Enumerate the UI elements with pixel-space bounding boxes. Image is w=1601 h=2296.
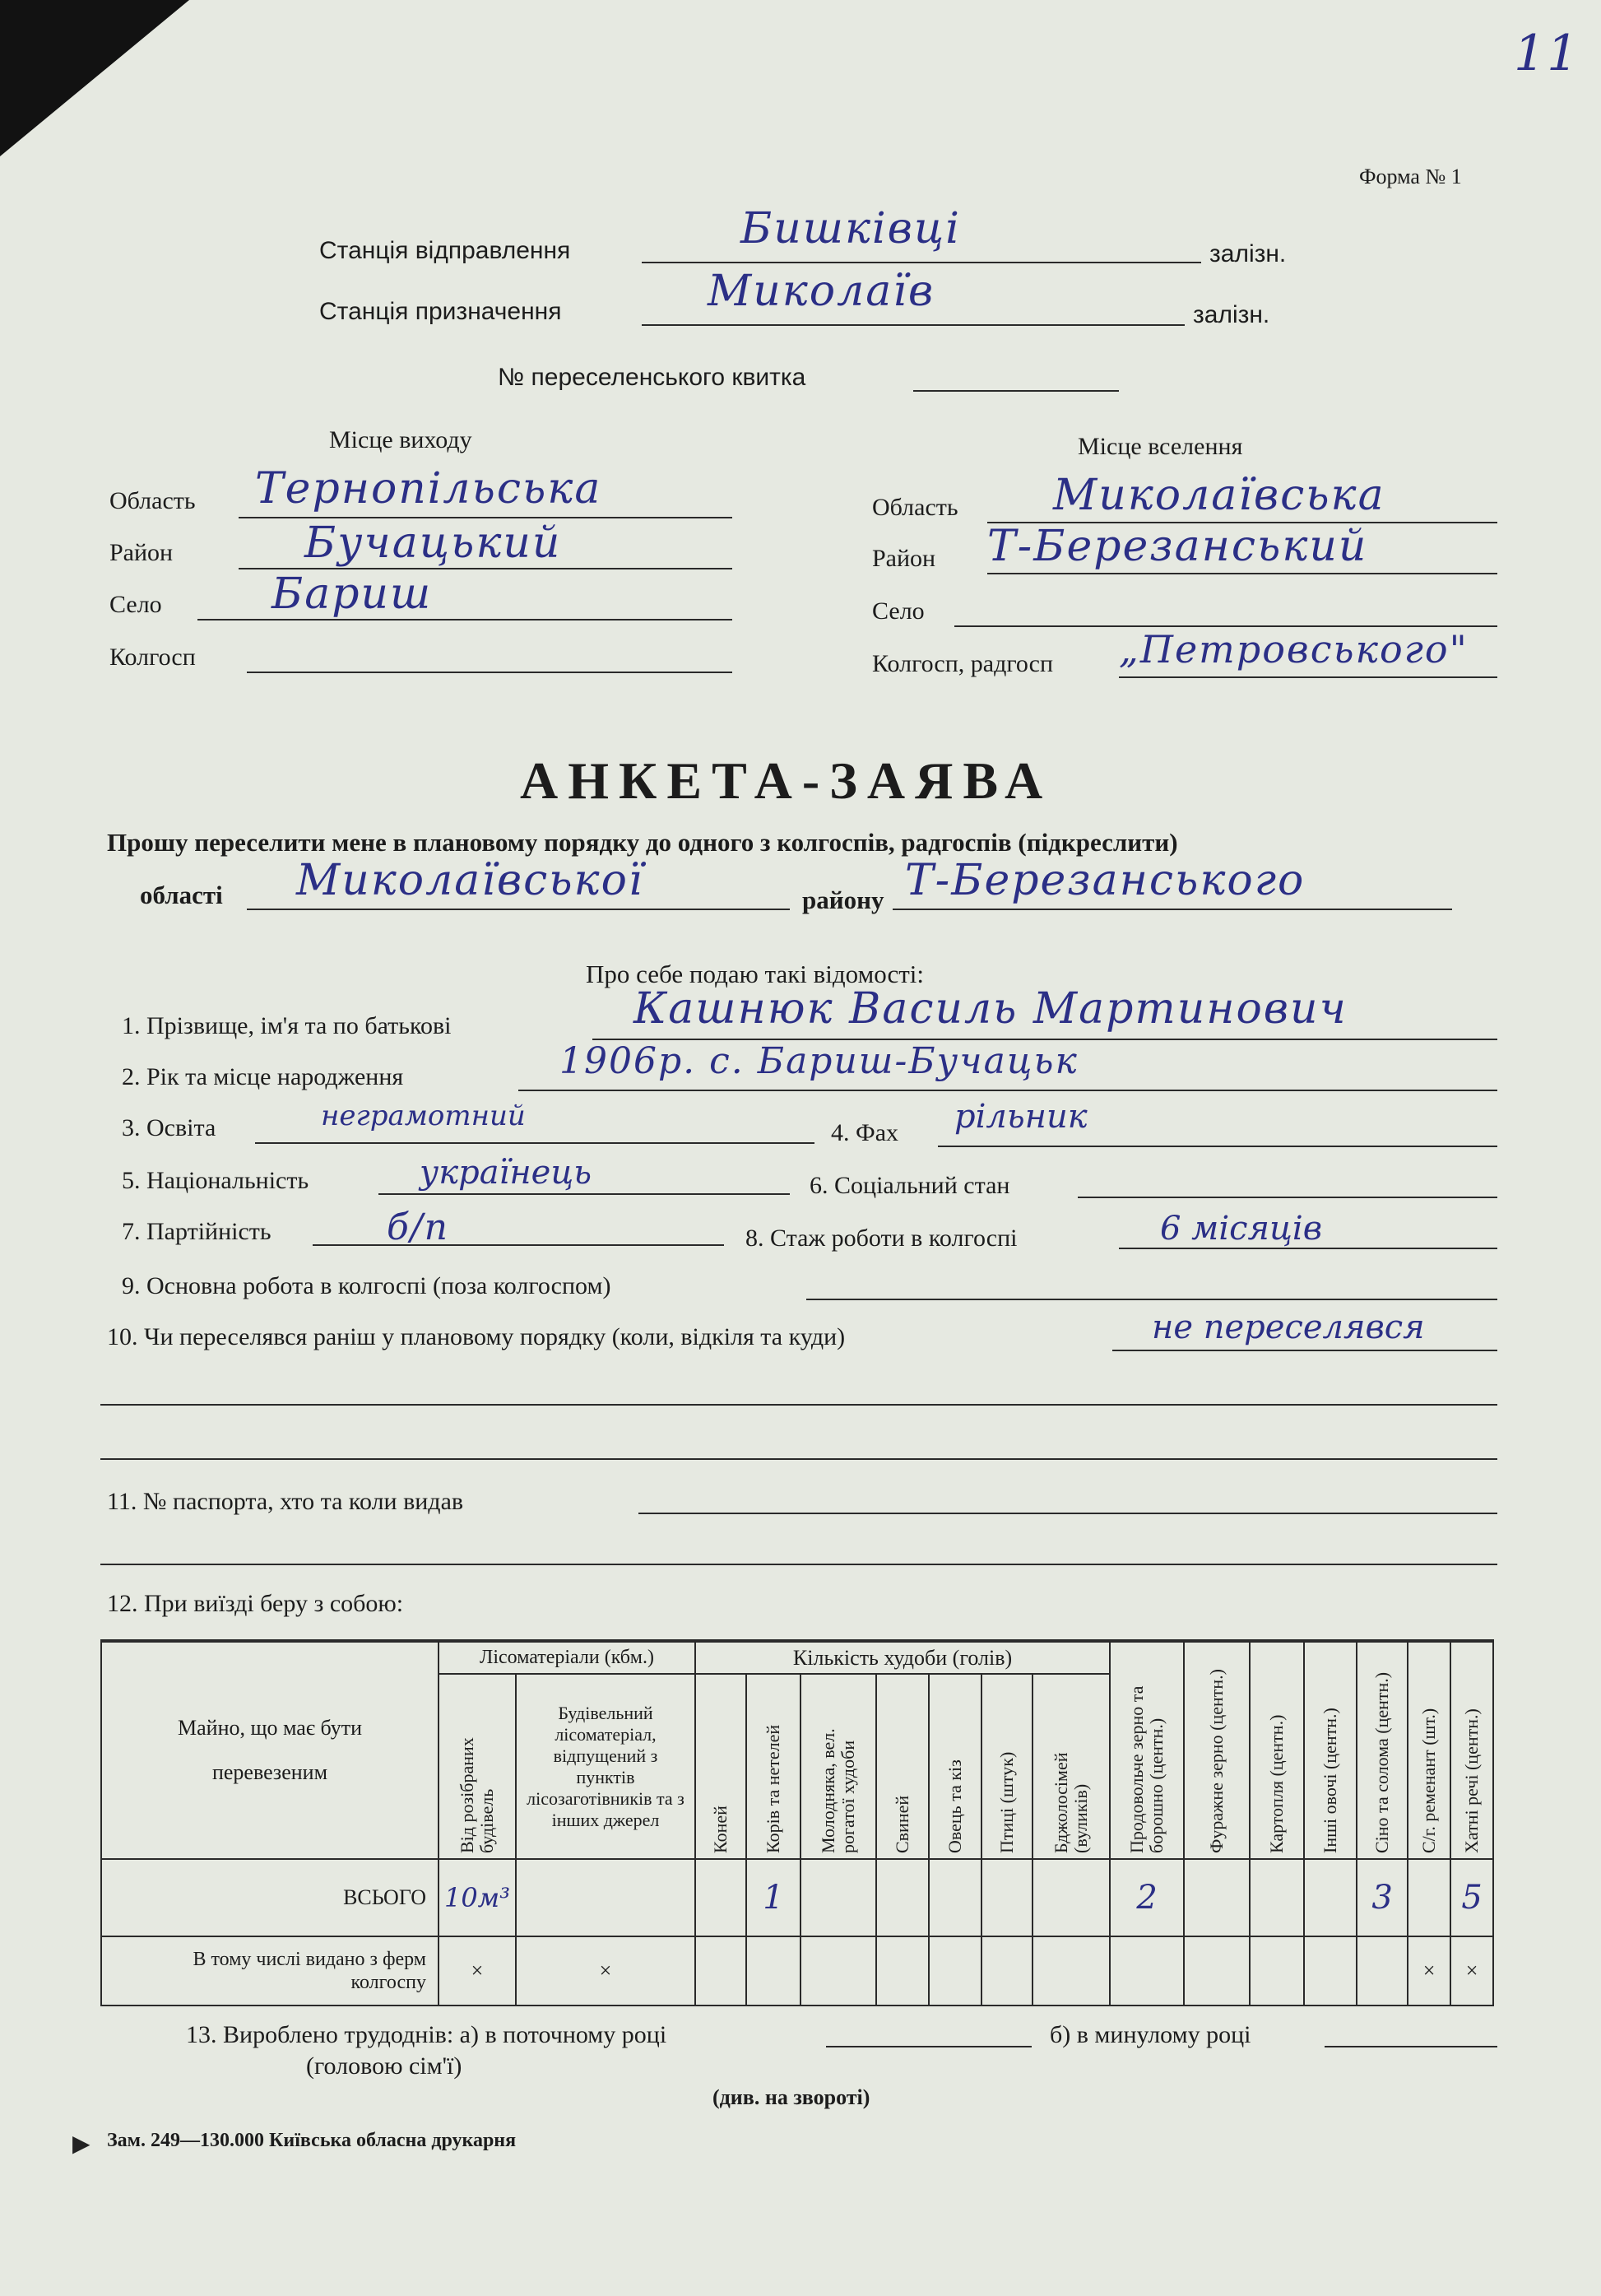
- info-intro: Про себе подаю такі відомості:: [586, 960, 925, 988]
- q8-value: 6 місяців: [1160, 1210, 1322, 1248]
- q6-label: 6. Соціальний стан: [810, 1172, 1010, 1199]
- col-header: Фуражне зерно (центн.): [1184, 1641, 1250, 1859]
- q2-line: [518, 1090, 1497, 1091]
- q11-line: [638, 1513, 1497, 1514]
- table-cell: [516, 1859, 695, 1936]
- footer-print: Зам. 249—130.000 Київська обласна друкарня: [107, 2130, 517, 2151]
- raionu-value: Т-Березанського: [905, 856, 1306, 905]
- q9-label: 9. Основна робота в колгоспі (поза колгоспом): [122, 1272, 611, 1299]
- table-cell: [1184, 1936, 1250, 2006]
- q8-label: 8. Стаж роботи в колгоспі: [745, 1225, 1018, 1252]
- table-cell: [929, 1936, 981, 2006]
- q3-value: неграмотний: [321, 1099, 526, 1132]
- origin-heading: Місце виходу: [329, 426, 472, 453]
- table-cell: ×: [516, 1936, 695, 2006]
- oblasti-label: області: [140, 881, 223, 909]
- origin-selo-line: [197, 619, 732, 620]
- settlement-selo-label: Село: [872, 597, 925, 625]
- table-cell: [1110, 1936, 1184, 2006]
- q1-value: Кашнюк Василь Мартинович: [633, 984, 1348, 1034]
- q5-label: 5. Національність: [122, 1167, 309, 1194]
- table-cell: 3: [1357, 1859, 1408, 1936]
- q10-line-3: [100, 1458, 1497, 1460]
- col-header: Продовольче зерно та борошно (центн.): [1110, 1641, 1184, 1859]
- oblasti-value: Миколаївської: [296, 856, 644, 905]
- raionu-label: району: [802, 885, 884, 914]
- see-back: (див. на звороті): [712, 2085, 870, 2109]
- table-cell: [1304, 1859, 1357, 1936]
- q13-line-a: [826, 2046, 1032, 2047]
- table-cell: [800, 1936, 876, 2006]
- table-cell: [1304, 1936, 1357, 2006]
- settlement-kolhosp-line: [1119, 676, 1497, 678]
- col-header: Молодняка, вел. рогатої худоби: [800, 1674, 876, 1859]
- origin-selo-label: Село: [109, 591, 162, 618]
- table-cell: ×: [1450, 1936, 1493, 2006]
- arrow-marker-icon: ▶: [72, 2131, 90, 2156]
- departure-value: Бишківці: [740, 204, 961, 253]
- departure-suffix: залізн.: [1209, 240, 1287, 267]
- table-cell: [929, 1859, 981, 1936]
- origin-oblast: Тернопільська: [255, 464, 602, 514]
- departure-label: Станція відправлення: [319, 237, 571, 264]
- table-row-total: [101, 1859, 1493, 1936]
- settlement-heading: Місце вселення: [1078, 433, 1243, 460]
- q5-line: [378, 1193, 790, 1195]
- settlement-kolhosp: „Петровського": [1119, 627, 1469, 672]
- table-cell: [981, 1936, 1033, 2006]
- q10-line-2: [100, 1404, 1497, 1406]
- col-header: Будівельний лісоматеріал, відпущений з пунктів лісозаготівників та з інших джерел: [516, 1674, 695, 1859]
- col-header: Корів та нетелей: [746, 1674, 800, 1859]
- settlement-kolhosp-label: Колгосп, радгосп: [872, 650, 1054, 677]
- q11-line-2: [100, 1564, 1497, 1565]
- q4-label: 4. Фах: [831, 1119, 899, 1146]
- col-header: Коней: [695, 1674, 746, 1859]
- q10-value: не переселявся: [1152, 1308, 1425, 1346]
- origin-raion: Бучацький: [304, 518, 562, 568]
- settlement-raion-line: [987, 573, 1497, 574]
- raionu-line: [893, 909, 1452, 910]
- q3-line: [255, 1142, 814, 1144]
- q2-label: 2. Рік та місце народження: [122, 1063, 404, 1090]
- q7-label: 7. Партійність: [122, 1218, 271, 1245]
- q7-value: б/п: [387, 1206, 450, 1248]
- q4-value: рільник: [954, 1098, 1088, 1136]
- row-farm-label: В тому числі видано з ферм колгоспу: [101, 1936, 439, 2006]
- q12-label: 12. При виїзді беру з собою:: [107, 1590, 404, 1617]
- col-header: Бджолосімей (вуликів): [1033, 1674, 1110, 1859]
- table-cell: ×: [439, 1936, 516, 2006]
- table-cell: [800, 1859, 876, 1936]
- group-livestock: Кількість худоби (голів): [695, 1641, 1110, 1674]
- table-cell: [1357, 1936, 1408, 2006]
- property-table: [100, 1639, 1494, 2006]
- col-header: Овець та кіз: [929, 1674, 981, 1859]
- table-cell: [1184, 1859, 1250, 1936]
- q11-label: 11. № паспорта, хто та коли видав: [107, 1488, 464, 1515]
- q13-line-b: [1325, 2046, 1497, 2047]
- table-cell: [695, 1936, 746, 2006]
- col-header: Інші овочі (центн.): [1304, 1641, 1357, 1859]
- page-title: АНКЕТА-ЗАЯВА: [520, 751, 1053, 810]
- settlement-oblast: Миколаївська: [1053, 471, 1385, 520]
- table-cell: 1: [746, 1859, 800, 1936]
- table-cell: 2: [1110, 1859, 1184, 1936]
- destination-value: Миколаїв: [708, 267, 935, 316]
- table-cell: [746, 1936, 800, 2006]
- col-header: Від розібраних будівель: [439, 1674, 516, 1859]
- q8-line: [1119, 1248, 1497, 1249]
- origin-raion-label: Район: [109, 539, 174, 566]
- table-cell: 10м³: [439, 1859, 516, 1936]
- table-cell: ×: [1408, 1936, 1450, 2006]
- origin-kolhosp-label: Колгосп: [109, 644, 196, 671]
- col-property: Майно, що має бути перевезеним: [101, 1641, 439, 1859]
- group-timber: Лісоматеріали (кбм.): [439, 1641, 695, 1674]
- form-label: Форма № 1: [1359, 165, 1462, 188]
- ticket-label: № переселенського квитка: [498, 364, 806, 391]
- origin-oblast-label: Область: [109, 487, 196, 514]
- table-cell: [695, 1859, 746, 1936]
- q1-label: 1. Прізвище, ім'я та по батькові: [122, 1012, 452, 1039]
- ticket-line: [913, 390, 1119, 392]
- table-cell: [1250, 1936, 1304, 2006]
- settlement-raion-label: Район: [872, 545, 936, 572]
- col-header: Картопля (центн.): [1250, 1641, 1304, 1859]
- q7-line: [313, 1244, 724, 1246]
- table-row-farm: [101, 1936, 1493, 2006]
- col-header: Сіно та солома (центн.): [1357, 1641, 1408, 1859]
- q3-label: 3. Освіта: [122, 1114, 216, 1141]
- destination-suffix: залізн.: [1193, 301, 1270, 328]
- table-cell: [1033, 1859, 1110, 1936]
- table-cell: [981, 1859, 1033, 1936]
- q9-line: [806, 1299, 1497, 1300]
- departure-line: [642, 262, 1201, 263]
- request-text: Прошу переселити мене в плановому порядку до одного з колгоспів, радгоспів (підкреслити): [107, 828, 1178, 857]
- table-cell: [876, 1936, 929, 2006]
- col-header: С/г. ременант (шт.): [1408, 1641, 1450, 1859]
- col-header: Свиней: [876, 1674, 929, 1859]
- origin-kolhosp-line: [247, 672, 732, 673]
- q2-value: 1906р. с. Бариш-Бучацьк: [559, 1040, 1079, 1082]
- origin-selo: Бариш: [271, 569, 433, 619]
- page-number: 11: [1514, 25, 1580, 82]
- q10-line: [1112, 1350, 1497, 1351]
- table-cell: 5: [1450, 1859, 1493, 1936]
- q10-label: 10. Чи переселявся раніш у плановому порядку (коли, відкіля та куди): [107, 1323, 846, 1350]
- col-header: Птиці (штук): [981, 1674, 1033, 1859]
- q4-line: [938, 1146, 1497, 1147]
- settlement-raion: Т-Березанський: [987, 522, 1368, 571]
- destination-label: Станція призначення: [319, 298, 562, 325]
- q13-label: 13. Вироблено трудоднів: а) в поточному році: [186, 2021, 667, 2048]
- q13-sub: (головою сім'ї): [306, 2052, 462, 2080]
- table-cell: [1408, 1859, 1450, 1936]
- table-cell: [1250, 1859, 1304, 1936]
- table-cell: [876, 1859, 929, 1936]
- col-header: Хатні речі (центн.): [1450, 1641, 1493, 1859]
- q5-value: українець: [420, 1154, 592, 1192]
- q13-label-b: б) в минулому році: [1050, 2021, 1251, 2048]
- row-total-label: ВСЬОГО: [101, 1859, 439, 1936]
- q6-line: [1078, 1197, 1497, 1198]
- table-cell: [1033, 1936, 1110, 2006]
- settlement-oblast-label: Область: [872, 494, 958, 521]
- destination-line: [642, 324, 1185, 326]
- oblasti-line: [247, 909, 790, 910]
- page-corner-shadow: [0, 0, 189, 156]
